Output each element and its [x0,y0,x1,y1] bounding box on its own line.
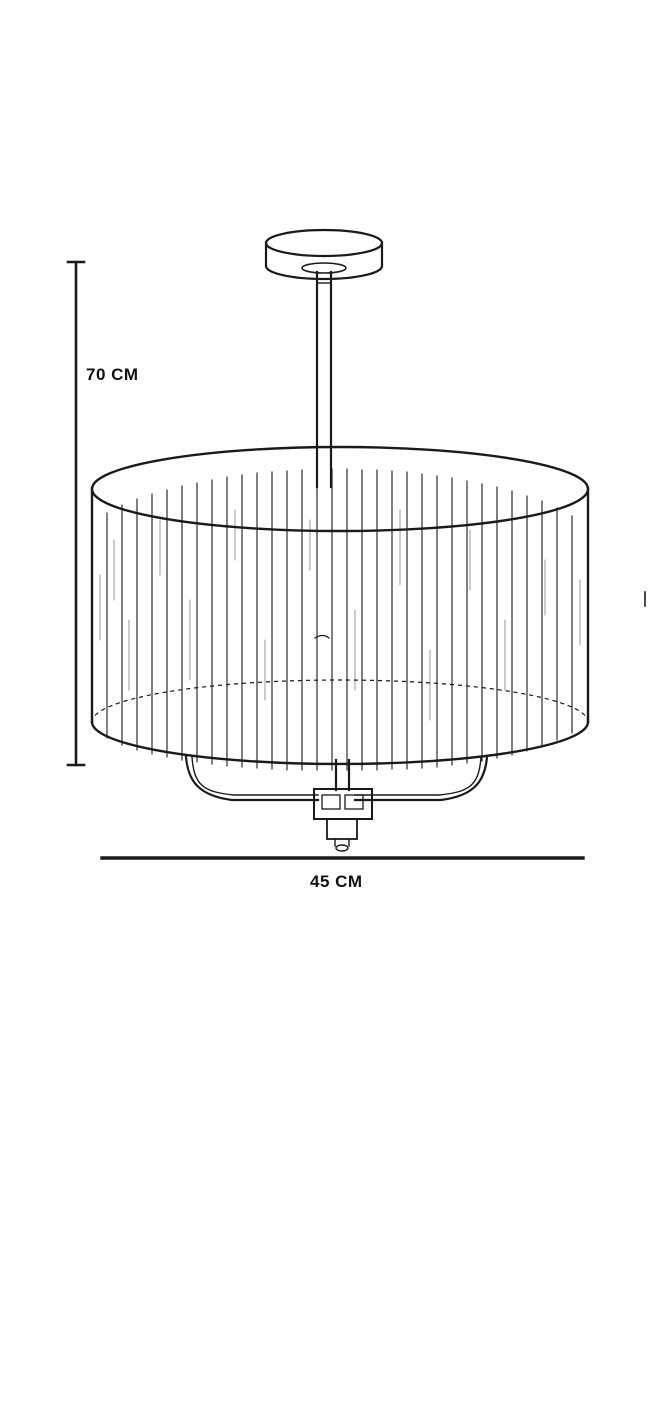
drum-shade-part [92,447,588,764]
shade-texture-marks [100,510,580,720]
lamp-arms-part [186,757,487,800]
socket-housing-part [314,789,372,851]
width-dimension-label: 45 CM [310,872,363,891]
height-dimension-label: 70 CM [86,365,139,384]
shade-rib-lines [107,469,572,770]
ceiling-canopy-part [266,230,382,279]
height-dimension-arrow [68,262,84,765]
drop-rod-part [317,272,331,487]
